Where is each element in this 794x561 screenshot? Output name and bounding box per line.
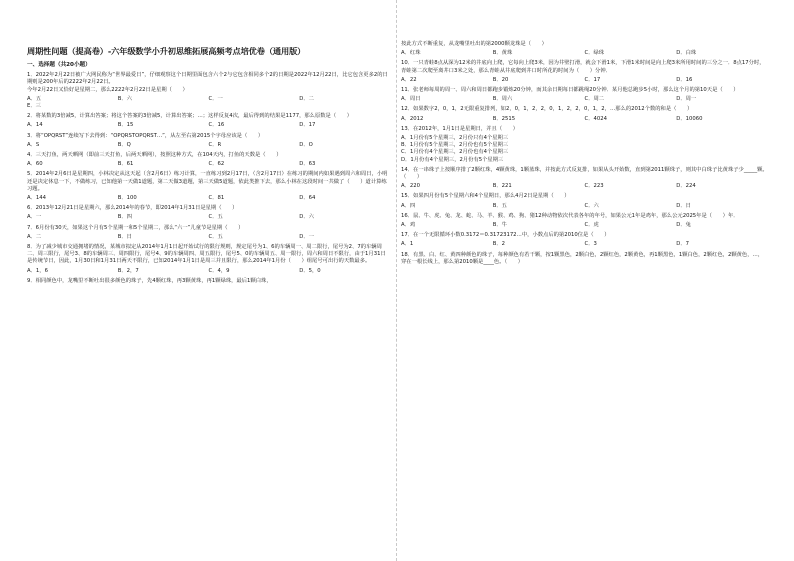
answer-options [27,268,390,275]
answer-option: C．3 [584,241,597,248]
answer-option: D．63 [299,161,316,168]
question-text: 10．一只青蛙8点从深为12米的井底向上爬，它每向上爬3米，因为井壁打滑，就会下滑1米，下滑1米时间是向上爬3米所用时间的三分之一．8点17分时，青蛙第二次爬至离井口3米之处，那么青蛙从井底爬到井口时所花的时间为（ ）分钟． [401,60,765,74]
answer-option: A．14 [27,122,43,129]
question-text: 2．将某数的3倍减5，计算出答案；将这个答案的3倍减5，计算出答案；…；这样反复4次，最后得到的结果是1177，那么原数是（ ） [27,113,353,120]
answer-options [27,142,390,149]
answer-option: B．周六 [492,96,513,103]
column-divider [396,0,398,561]
answer-option: A．S [27,141,40,148]
answer-option: C．绿珠 [584,50,605,57]
question-text: 15．如果四月份有5个星期六和4个星期日，那么4月2日是星期（ ） [401,193,570,200]
answer-option: B．2，7 [117,267,139,274]
answer-option: A．2012 [401,115,424,122]
section-heading: 一、选择题（共20小题） [27,62,91,68]
answer-option: B．2515 [492,115,516,122]
answer-option: D．六 [299,214,314,221]
answer-option: C．4，9 [208,267,230,274]
answer-option: D．二 [299,95,314,102]
answer-options [401,50,768,57]
answer-option: C．4024 [584,115,607,122]
question-text: 17．在一个无限循环小数0.3172＝0.31723172…中，小数点后的第2010位是（ ） [401,232,610,239]
question-text: 3．将“OPQRST”连续写下去得到：“OPQRSTOPQRST…”，从左至右第2015个字母应该是（ ） [27,132,264,139]
question-text: 12．如果数字2，0，1，2无限重复排列，如2，0，1，2，2，0，1，2，2，0，1，2，…那么的2012个数的和是（ ） [401,106,693,113]
answer-option: B．四 [117,214,132,221]
question-item [401,41,768,57]
question-item [401,167,768,191]
answer-option: C．17 [584,76,601,83]
page-title: 周期性问题（提高卷）-六年级数学小升初思维拓展高频考点培优卷（通用版） [27,46,306,56]
answer-options [401,116,768,123]
question-item [27,244,390,275]
question-item [401,193,768,209]
answer-options [401,241,768,248]
answer-option: A．五 [27,95,42,102]
answer-option: D．白珠 [676,50,697,57]
answer-options [27,195,390,202]
question-item [27,133,390,149]
question-text: 5．2014年2月6日是星期四，小林决定从这天起（含2月6日）练习计算，一直练习到2月17日，（含2月17日）在练习的期间内如果遇到周六和周日，小明还是决定休息一下，不做练习，已知他第一天做1道题，第二天做3道题，第三天做5道题，依此类推下去，那么小林在这段时间一共做了（ ）道计算练习题。 [27,171,388,192]
answer-option: A．四 [401,202,416,209]
answer-option: D．日 [676,202,691,209]
answer-options [401,222,768,229]
answer-option: C．周二 [584,96,605,103]
question-text: 18．有黑、白、红、黄四种颜色的珠子，每种颜色有若干颗，按1颗黑色，2颗白色，2颗红色，2颗黄色，再1颗黑色，1颗白色，2颗红色，2颗黄色，…，穿在一根长线上，那么第2010颗是____色。（ ） [401,251,764,265]
answer-options [27,234,390,241]
question-text: 6．2013年12月21日是星期六，那么2014年的春节，即2014年1月31日是星期（ ） [27,205,238,212]
question-item [401,126,768,164]
answer-option: D．10060 [676,115,703,122]
answer-options [27,96,390,110]
question-item [27,72,390,110]
answer-option: A．1 [401,241,414,248]
answer-option: A．周日 [401,96,421,103]
answer-option: D．周一 [676,96,697,103]
answer-options [401,77,768,84]
left-column [27,0,390,285]
answer-option: C．虎 [584,222,599,229]
left-question-list [27,72,390,285]
answer-options [27,214,390,221]
question-text: 7．6月份有30天，如果这个月有5个星期一和5个星期二，那么“六一”儿童节是星期（ ） [27,224,244,231]
answer-option: B．221 [492,183,512,190]
answer-option: C．五 [208,233,223,240]
answer-option: C．一 [208,95,223,102]
answer-option: B．61 [117,161,134,168]
question-item [27,225,390,241]
answer-option: D．17 [299,122,316,129]
answer-option: D．1月份有4个星期三，2月份有5个星期三 [401,156,504,163]
answer-option: A．二 [27,233,42,240]
answer-option: A．22 [401,76,417,83]
answer-option: B．牛 [492,222,507,229]
right-column [401,0,768,266]
answer-options [401,135,768,164]
answer-option: A．60 [27,161,43,168]
answer-option: D．64 [299,195,316,202]
answer-option: C．81 [208,195,225,202]
answer-option: B．2 [492,241,506,248]
answer-options [27,122,390,129]
question-item [27,205,390,221]
question-item [401,213,768,229]
question-text: 16．鼠、牛、虎、兔、龙、蛇、马、羊、猴、鸡、狗、猪12种动物依次代表各年的年号，如果公元1年是鸡年，那么公元2025年是（ ）年． [401,212,739,219]
question-text: 14．在一串珠子上按顺序排了2颗红珠，4颗黄珠，1颗蓝珠，并按此方式反复排，如果从头开始数，直到第2011颗珠子，则其中白珠子比黄珠子少_____颗。（ ） [401,166,768,181]
answer-option: C．16 [208,122,225,129]
answer-option: B．日 [117,233,132,240]
answer-options [401,203,768,210]
right-question-list [401,41,768,266]
answer-options [401,183,768,190]
question-text: 8．为了减少城市交通拥堵的情况，某城市拟定从2014年1月1日起开始试行的限行规则，规定尾号为1、6的车辆周一、周二限行，尾号为2、7的车辆周二、周三限行，尾号3、8的车辆周三、周四限行，尾号4、9的车辆周四、周五限行，尾号5、0的车辆周五、周一限行，周六和周日不限行，由于1月31日是传统节日，因此，1月30日和1月31日两天不限行，已知2014年1月1日是周三并且限行，那么2014年1月份（ ）组尾号可出行的天数最多。 [27,244,386,265]
answer-option: D．O [299,141,313,148]
answer-option: A．220 [401,183,421,190]
answer-option: B．黄珠 [492,50,513,57]
question-item [27,113,390,129]
answer-option: C．223 [584,183,604,190]
answer-options [27,161,390,168]
question-text: 按此方式不断重复，从龙嘴里吐出的第2000颗龙珠是（ ） [401,41,547,47]
question-text: 1．2022年2月22日被广大网民称为“世界最爱日”，仔细观察这个日期里面包含六个2与它包含相同多个2的日期是2022年12月22日，比它包含更多2的日期则是200年后的2222年2月22日。 今年2月22日又恰好是星期二，那么2222年2月22日是星期（ ） [27,72,388,93]
answer-options [401,96,768,103]
question-item [401,232,768,248]
question-item [27,152,390,168]
answer-option: D．一 [299,233,314,240]
answer-option: C．六 [584,202,599,209]
answer-option: B．1月份有5个星期三，2月份也有5个星期三 [401,142,509,149]
answer-option: A．一 [27,214,42,221]
question-text: 11．张老师每周的周一、周六和周日都跑步锻炼20分钟，而其余日期每日都跳绳20分钟．某月他总跑步5小时，那么这个月的第10天是（ ） [401,87,739,94]
answer-option: C．五 [208,214,223,221]
answer-option: B．Q [117,141,131,148]
question-item [27,278,390,285]
question-item [401,60,768,84]
question-text: 13．在2012年，1月1日是星期日，并且（ ） [401,125,519,132]
answer-option: D．7 [676,241,689,248]
question-text: 4．三天打鱼，两天晒网（即前三天打鱼，后两天晒网），按照这种方式，在104天内，打鱼的天数是（ ） [27,152,282,159]
question-text: 9．相同颜色中，龙嘴里不断吐出很多颜色的珠子，先4颗红珠，再3颗黄珠，再1颗绿珠，最后1颗白珠， [27,277,272,284]
question-item [401,87,768,103]
question-item [27,171,390,202]
answer-option: B．100 [117,195,137,202]
answer-option: D．224 [676,183,696,190]
answer-option: E．三 [27,103,41,110]
answer-option: C．R [208,141,222,148]
answer-option: A．144 [27,195,47,202]
answer-option: C．1月份有4个星期三，2月份也有4个星期三 [401,149,509,156]
answer-option: D．16 [676,76,693,83]
answer-option: A．红珠 [401,50,421,57]
answer-option: B．六 [117,95,132,102]
answer-option: D．兔 [676,222,691,229]
answer-option: D．5，0 [299,267,321,274]
answer-option: B．20 [492,76,509,83]
answer-option: C．62 [208,161,225,168]
question-item [401,252,768,266]
answer-option: A．1，6 [27,267,48,274]
answer-option: B．15 [117,122,134,129]
answer-option: A．1月份有5个星期三，2月份只有4个星期三 [401,135,509,142]
answer-option: B．五 [492,202,507,209]
answer-option: A．鸡 [401,222,416,229]
question-item [401,106,768,122]
